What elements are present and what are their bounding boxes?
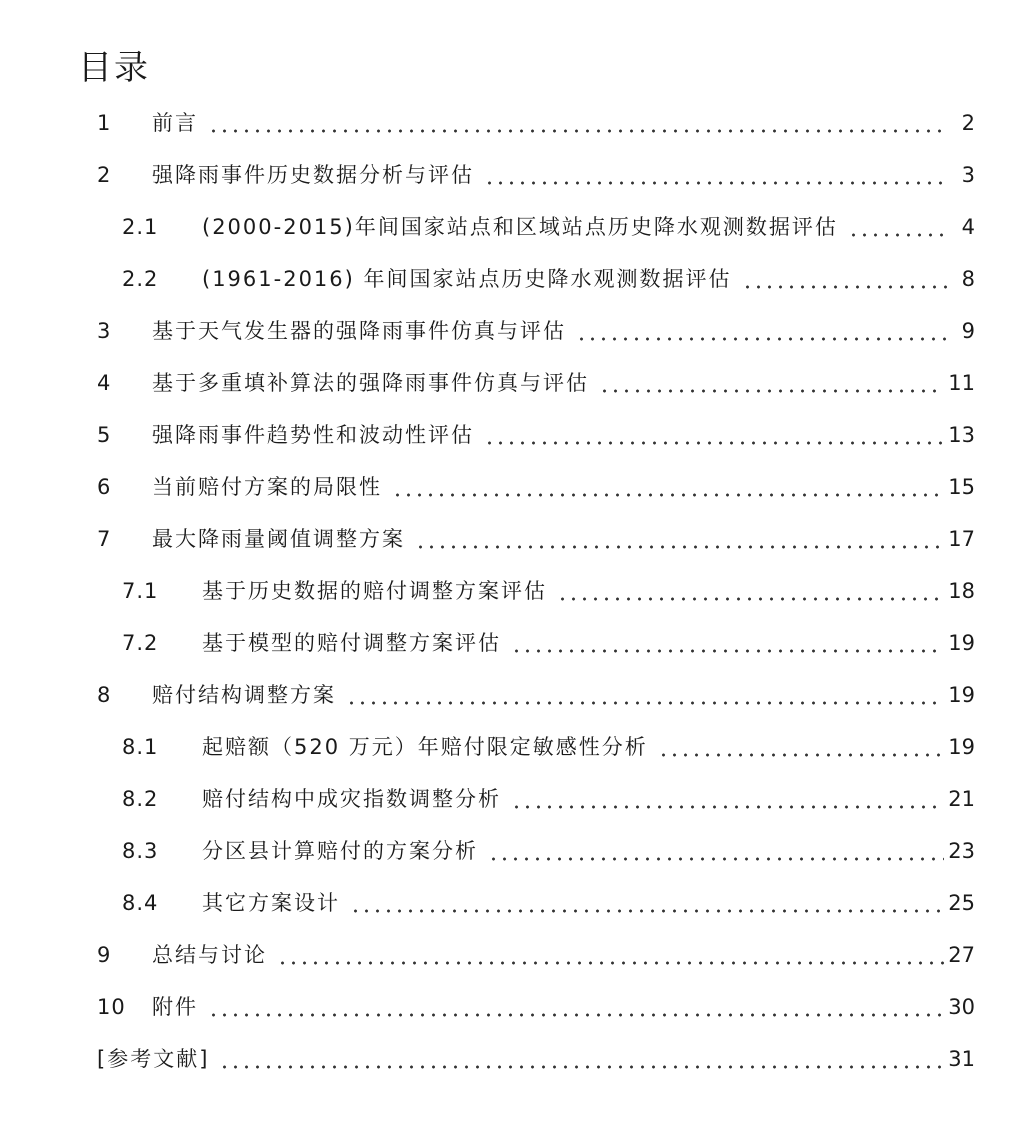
toc-entry-number: 6 <box>97 475 112 499</box>
toc-entry-page: 8 <box>961 267 975 291</box>
dot-leader <box>208 129 949 133</box>
toc-entry-label: 基于历史数据的赔付调整方案评估 <box>202 579 547 603</box>
dot-leader <box>511 649 944 653</box>
toc-entry-label: (1961-2016) 年间国家站点历史降水观测数据评估 <box>202 267 732 291</box>
toc-entry-references[interactable] <box>0 1033 1018 1085</box>
dot-leader <box>219 1065 944 1069</box>
toc-entry[interactable] <box>0 669 1018 721</box>
toc-entry-label: 分区县计算赔付的方案分析 <box>202 839 478 863</box>
dot-leader <box>484 181 949 185</box>
toc-entry-label: [参考文献] <box>97 1047 210 1071</box>
dot-leader <box>557 597 944 601</box>
dot-leader <box>415 545 944 549</box>
toc-entry-number: 2 <box>97 163 112 187</box>
toc-entry-label: 起赔额（520 万元）年赔付限定敏感性分析 <box>202 735 648 759</box>
toc-entry[interactable] <box>0 513 1018 565</box>
toc-entry[interactable] <box>0 981 1018 1033</box>
toc-entry[interactable] <box>0 929 1018 981</box>
toc-entry[interactable] <box>0 721 1018 773</box>
toc-entry[interactable] <box>0 357 1018 409</box>
toc-entry-label: 强降雨事件历史数据分析与评估 <box>152 163 474 187</box>
dot-leader <box>599 389 944 393</box>
toc-entry-number: 8.1 <box>122 735 159 759</box>
toc-entry-label: 强降雨事件趋势性和波动性评估 <box>152 423 474 447</box>
toc-entry-number: 8.2 <box>122 787 159 811</box>
toc-entry[interactable] <box>0 253 1018 305</box>
dot-leader <box>277 961 944 965</box>
toc-entry[interactable] <box>0 565 1018 617</box>
toc-entry-number: 4 <box>97 371 112 395</box>
toc-entry-page: 27 <box>948 943 975 967</box>
toc-entry-page: 17 <box>948 527 975 551</box>
toc-entry-label: 基于模型的赔付调整方案评估 <box>202 631 501 655</box>
toc-entry-page: 18 <box>948 579 975 603</box>
toc-entry[interactable] <box>0 409 1018 461</box>
toc-entry[interactable] <box>0 877 1018 929</box>
toc-entry[interactable] <box>0 773 1018 825</box>
toc-entry-page: 2 <box>961 111 975 135</box>
toc-entry-page: 13 <box>948 423 975 447</box>
toc-entry-label: 总结与讨论 <box>152 943 267 967</box>
toc-entry[interactable] <box>0 461 1018 513</box>
toc-title: 目录 <box>78 48 150 88</box>
toc-entry-number: 5 <box>97 423 112 447</box>
toc-entry-number: 2.1 <box>122 215 159 239</box>
toc-entry-label: 基于天气发生器的强降雨事件仿真与评估 <box>152 319 566 343</box>
toc-entry-page: 21 <box>948 787 975 811</box>
toc-entry-page: 19 <box>948 631 975 655</box>
toc-entry-label: 基于多重填补算法的强降雨事件仿真与评估 <box>152 371 589 395</box>
toc-entry-page: 23 <box>948 839 975 863</box>
dot-leader <box>346 701 944 705</box>
toc-entry-number: 3 <box>97 319 112 343</box>
toc-entry-number: 8.3 <box>122 839 159 863</box>
toc-entry-page: 3 <box>961 163 975 187</box>
toc-entry-page: 19 <box>948 735 975 759</box>
toc-entry-page: 11 <box>948 371 975 395</box>
toc-entry[interactable] <box>0 149 1018 201</box>
toc-entry-number: 2.2 <box>122 267 159 291</box>
dot-leader <box>208 1013 944 1017</box>
toc-entry-page: 19 <box>948 683 975 707</box>
toc-entry-label: 前言 <box>152 111 198 135</box>
toc-entry-page: 15 <box>948 475 975 499</box>
toc-entry-page: 31 <box>948 1047 975 1071</box>
dot-leader <box>742 285 949 289</box>
toc-entry[interactable] <box>0 825 1018 877</box>
dot-leader <box>848 233 949 237</box>
toc-entry-label: 最大降雨量阈值调整方案 <box>152 527 405 551</box>
toc-entry[interactable] <box>0 617 1018 669</box>
toc-entry-label: 当前赔付方案的局限性 <box>152 475 382 499</box>
toc-entry-label: 赔付结构调整方案 <box>152 683 336 707</box>
toc-entry-page: 4 <box>961 215 975 239</box>
dot-leader <box>350 909 944 913</box>
toc-entry-number: 8.4 <box>122 891 159 915</box>
toc-entry-page: 25 <box>948 891 975 915</box>
dot-leader <box>392 493 944 497</box>
toc-entry-label: (2000-2015)年间国家站点和区域站点历史降水观测数据评估 <box>202 215 838 239</box>
toc-entry-number: 9 <box>97 943 112 967</box>
toc-entry[interactable] <box>0 305 1018 357</box>
toc-entry-number: 10 <box>97 995 126 1019</box>
dot-leader <box>576 337 949 341</box>
toc-entry[interactable] <box>0 97 1018 149</box>
toc-entry-label: 附件 <box>152 995 198 1019</box>
dot-leader <box>488 857 944 861</box>
toc-entry-page: 30 <box>948 995 975 1019</box>
toc-entry[interactable] <box>0 201 1018 253</box>
toc-entry-number: 7.1 <box>122 579 159 603</box>
dot-leader <box>511 805 944 809</box>
toc-entry-label: 赔付结构中成灾指数调整分析 <box>202 787 501 811</box>
toc-entry-number: 7 <box>97 527 112 551</box>
dot-leader <box>484 441 944 445</box>
toc-entry-label: 其它方案设计 <box>202 891 340 915</box>
dot-leader <box>658 753 945 757</box>
toc-entry-page: 9 <box>961 319 975 343</box>
toc-entry-number: 1 <box>97 111 112 135</box>
toc-entry-number: 8 <box>97 683 112 707</box>
toc-entry-number: 7.2 <box>122 631 159 655</box>
